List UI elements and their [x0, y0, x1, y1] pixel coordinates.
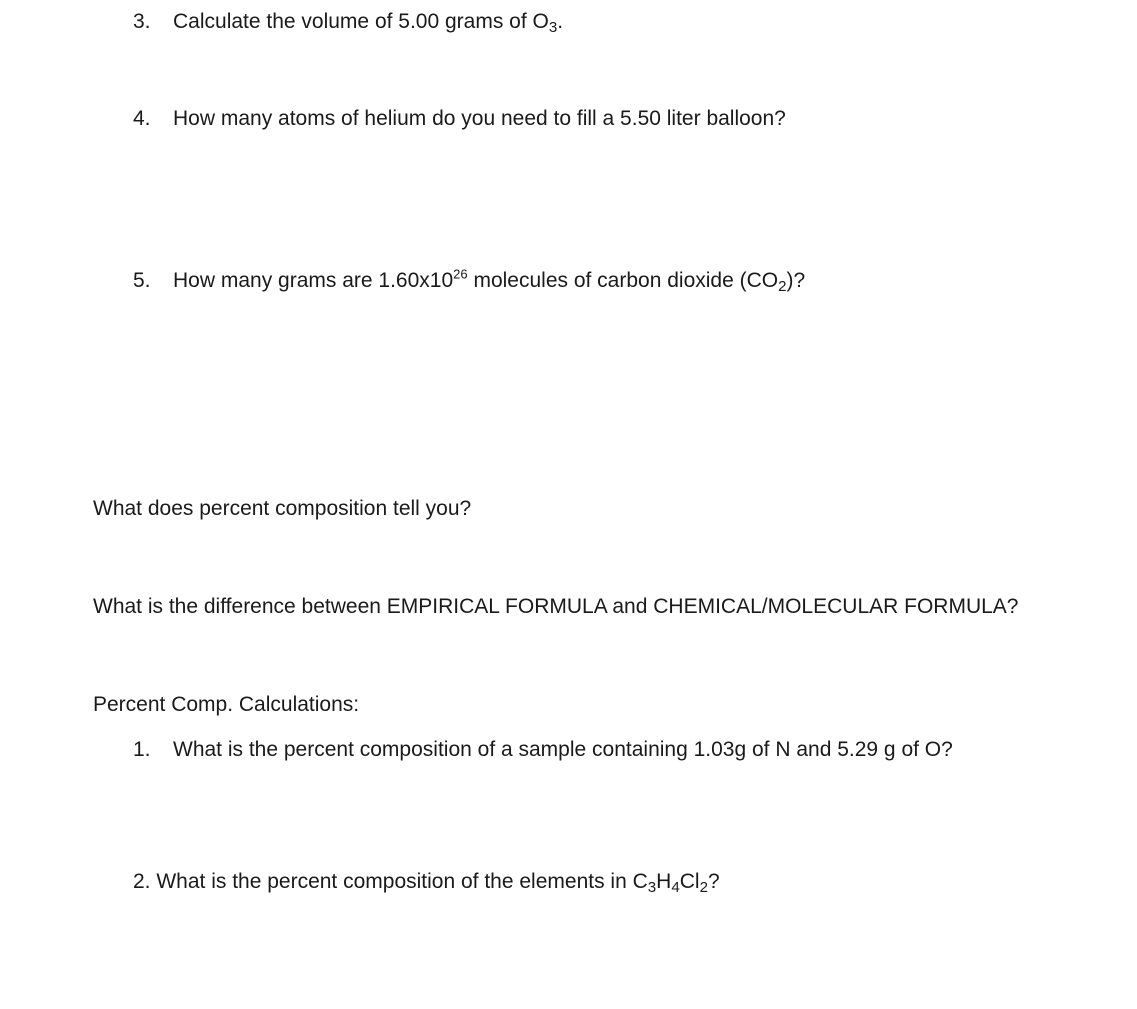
question-3	[133, 9, 563, 35]
question-text: What is the difference between EMPIRICAL FORMULA and CHEMICAL/MOLECULAR FORMULA?	[93, 595, 1019, 618]
heading-text: Percent Comp. Calculations:	[93, 693, 360, 716]
question-text: How many atoms of helium do you need to fill a 5.50 liter balloon?	[173, 107, 786, 130]
subscript: 3	[548, 18, 558, 36]
question-4	[133, 106, 786, 132]
question-text: What is the percent composition of a sample containing 1.03g of N and 5.29 g of O?	[173, 738, 953, 761]
question-text: )?	[786, 269, 806, 292]
question-number: 4.	[133, 107, 151, 130]
calc-question-1	[133, 737, 953, 763]
question-text: How many grams are 1.60x10	[173, 269, 454, 292]
superscript: 26	[453, 266, 468, 282]
percent-composition-question	[93, 496, 471, 522]
question-number: 5.	[133, 269, 151, 292]
formula-difference-question	[93, 594, 1019, 620]
question-text: molecules of carbon dioxide (CO	[467, 269, 779, 292]
question-5	[133, 268, 805, 294]
question-text-end: .	[557, 10, 564, 33]
question-number: 3.	[133, 10, 151, 33]
subscript: 4	[671, 878, 680, 896]
section-heading	[93, 692, 359, 718]
subscript: 2	[699, 878, 708, 896]
subscript: 3	[647, 878, 657, 896]
question-text: 2. What is the percent composition of the elements in C	[133, 870, 648, 893]
subscript: 2	[778, 277, 787, 295]
question-text: ?	[708, 870, 720, 893]
question-text: Cl	[679, 870, 700, 893]
question-text: Calculate the volume of 5.00 grams of O	[173, 10, 549, 33]
question-number: 1.	[133, 738, 151, 761]
question-text: What does percent composition tell you?	[93, 497, 472, 520]
question-text: H	[656, 870, 672, 893]
calc-question-2	[133, 869, 720, 895]
